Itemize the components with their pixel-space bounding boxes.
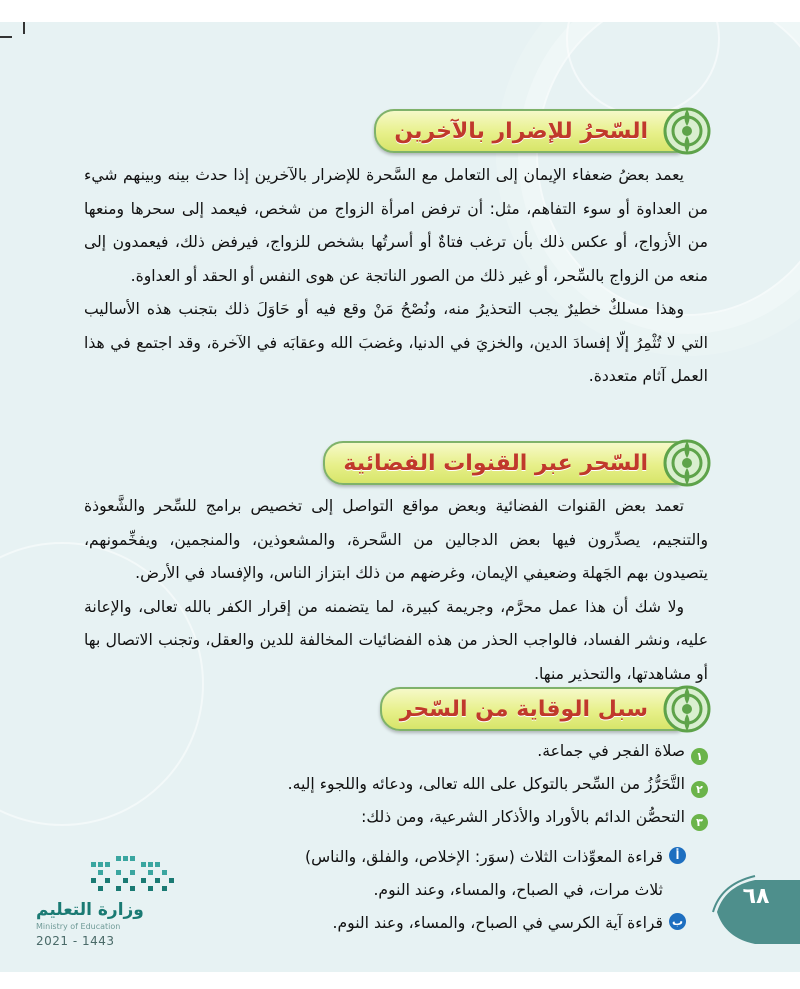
textbook-page bbox=[0, 22, 800, 972]
ministry-logo bbox=[36, 852, 156, 952]
section-1-body bbox=[84, 159, 708, 394]
flower-emblem-icon bbox=[662, 106, 712, 156]
crop-mark bbox=[23, 22, 25, 34]
list-number: ١ bbox=[691, 748, 708, 765]
crop-mark bbox=[0, 36, 12, 38]
paragraph: يعمد بعضُ ضعفاء الإيمان إلى التعامل مع السَّحرة للإضرار بالآخرين إذا حدث بينه وبينهم شيء من العداوة أو سوء التفاهم، مثل: أن ترفض امرأة الزواج من شخص، فيعمد إلى سحرها ومنعها من الأزواج، أو عكس ذلك بأن ترغب فتاةٌ أو أسرتُها بشخص للزواج، فيرفض ذلك، فيعمدون إلى منعه من الزواج بالسِّحر، أو غير ذلك من الصور الناتجة عن هوى النفس أو الحقد أو العداوة. bbox=[84, 166, 708, 285]
page-number-badge bbox=[705, 872, 800, 952]
edition-year: 2021 - 1443 bbox=[36, 934, 115, 948]
sub-list-text: قراءة المعوِّذات الثلاث (سوَر: الإخلاص، والفلق، والناس) ثلاث مرات، في الصباح، والمساء، وعند النوم. bbox=[305, 848, 663, 899]
list-number: ٣ bbox=[691, 814, 708, 831]
list-item-text: التَّحَرُّزُ من السِّحر بالتوكل على الله تعالى، ودعائه واللجوء إليه. bbox=[287, 775, 685, 793]
sub-list-text: قراءة آية الكرسي في الصباح، والمساء، وعند النوم. bbox=[332, 914, 663, 932]
ministry-name-english: Ministry of Education bbox=[36, 922, 121, 931]
list-item-text: صلاة الفجر في جماعة. bbox=[537, 742, 685, 760]
list-item-text: التحصُّن الدائم بالأوراد والأذكار الشرعية، ومن ذلك: bbox=[361, 808, 685, 826]
sub-list-letter: أ bbox=[669, 847, 686, 864]
flower-emblem-icon bbox=[662, 438, 712, 488]
section-heading-3 bbox=[380, 687, 712, 731]
sub-list-item bbox=[284, 907, 686, 940]
paragraph: ولا شك أن هذا عمل محرَّم، وجريمة كبيرة، لما يتضمنه من إقرار الكفر بالله تعالى، والإعانة عليه، ونشر الفساد، فالواجب الحذر من هذه الفضائيات المخالفة للدين والعقل، وتجنب الاتصال بها أو مشاهدتها، والتحذير منها. bbox=[84, 597, 708, 683]
section-title: سبل الوقاية من السّحر bbox=[399, 696, 648, 722]
ministry-name-arabic: وزارة التعليم bbox=[36, 900, 144, 920]
list-item bbox=[84, 742, 708, 775]
page-number: ٦٨ bbox=[742, 884, 770, 909]
paragraph: تعمد بعض القنوات الفضائية وبعض مواقع التواصل إلى تخصيص برامج للسِّحر والشَّعوذة والتنجيم، يصدِّرون فيها بعض الدجالين من السَّحرة، والمشعوذين، والمنجمين، ويفخِّمونهم، يتصيدون بهم الجَهلة وضعيفي الإيمان، وغرضهم من ذلك ابتزاز الناس، والإفساد في الأرض. bbox=[84, 497, 708, 582]
sub-list-item bbox=[284, 841, 686, 907]
paragraph: وهذا مسلكٌ خطيرٌ يجب التحذيرُ منه، ونُصْحُ مَنْ وقع فيه أو حَاوَلَ ذلك بتجنب هذه الأساليب التي لا تُثْمِرُ إلّا إفسادَ الدين، والخزيَ في الدنيا، وغضبَ الله وعقابَه في الآخرة، وقد اجتمع في هذا العمل آثام متعددة. bbox=[84, 300, 708, 385]
section-2-body bbox=[84, 490, 708, 691]
list-item bbox=[84, 775, 708, 808]
ministry-logo-dots-icon bbox=[86, 852, 181, 897]
list-item bbox=[84, 808, 708, 841]
list-number: ٢ bbox=[691, 781, 708, 798]
section-heading-2 bbox=[323, 441, 712, 485]
section-title: السّحر عبر القنوات الفضائية bbox=[343, 450, 648, 476]
section-title: السّحرُ للإضرار بالآخرين bbox=[394, 118, 648, 144]
section-heading-1 bbox=[374, 109, 712, 153]
flower-emblem-icon bbox=[662, 684, 712, 734]
prevention-list bbox=[84, 742, 708, 940]
sub-list-letter: ب bbox=[669, 913, 686, 930]
